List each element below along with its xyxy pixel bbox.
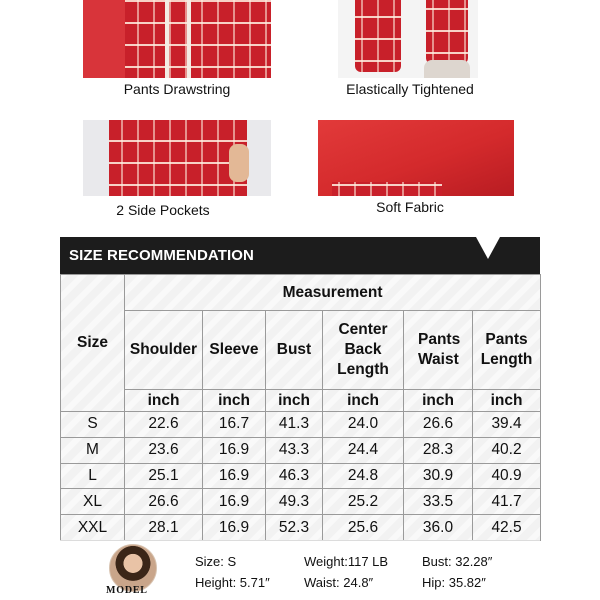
column-header-bust: Bust bbox=[266, 311, 323, 390]
value-cell: 28.3 bbox=[404, 437, 473, 463]
unit-row bbox=[61, 390, 541, 412]
fabric-photo bbox=[318, 120, 514, 196]
unit-cell: inch bbox=[203, 390, 266, 412]
value-cell: 33.5 bbox=[404, 489, 473, 515]
value-cell: 23.6 bbox=[125, 437, 203, 463]
value-cell: 24.0 bbox=[323, 412, 404, 438]
value-cell: 40.2 bbox=[473, 437, 541, 463]
background-right bbox=[247, 120, 271, 196]
value-cell: 25.1 bbox=[125, 463, 203, 489]
sweater-cuff bbox=[83, 0, 125, 78]
feature-caption-drawstring: Pants Drawstring bbox=[123, 81, 231, 97]
value-cell: 36.0 bbox=[404, 515, 473, 541]
size-column-header: Size bbox=[61, 275, 125, 412]
column-header-shoulder: Shoulder bbox=[125, 311, 203, 390]
value-cell: 41.7 bbox=[473, 489, 541, 515]
model-waist: Waist: 24.8″ bbox=[304, 575, 374, 590]
value-cell: 26.6 bbox=[125, 489, 203, 515]
column-header-pants-waist: Pants Waist bbox=[404, 311, 473, 390]
size-table bbox=[60, 274, 541, 541]
value-cell: 28.1 bbox=[125, 515, 203, 541]
model-bust: Bust: 32.28″ bbox=[422, 554, 493, 569]
column-header-center-back-length: Center Back Length bbox=[323, 311, 404, 390]
table-row bbox=[61, 515, 541, 541]
table-row bbox=[61, 412, 541, 438]
slipper bbox=[424, 60, 470, 78]
size-recommendation-title: SIZE RECOMMENDATION bbox=[69, 247, 254, 264]
value-cell: 42.5 bbox=[473, 515, 541, 541]
drawstring-photo bbox=[83, 0, 271, 78]
value-cell: 46.3 bbox=[266, 463, 323, 489]
column-header-sleeve: Sleeve bbox=[203, 311, 266, 390]
unit-cell: inch bbox=[473, 390, 541, 412]
value-cell: 16.7 bbox=[203, 412, 266, 438]
hand-in-pocket bbox=[229, 144, 249, 182]
size-cell: XL bbox=[61, 489, 125, 515]
fabric-hem bbox=[332, 182, 442, 196]
column-header-pants-length: Pants Length bbox=[473, 311, 541, 390]
value-cell: 40.9 bbox=[473, 463, 541, 489]
value-cell: 49.3 bbox=[266, 489, 323, 515]
value-cell: 16.9 bbox=[203, 489, 266, 515]
pants-leg bbox=[426, 0, 468, 64]
measurement-header-row bbox=[61, 275, 541, 311]
feature-caption-elastic: Elastically Tightened bbox=[346, 81, 474, 97]
model-hip: Hip: 35.82″ bbox=[422, 575, 486, 590]
notch-decoration bbox=[476, 237, 500, 259]
feature-caption-pockets: 2 Side Pockets bbox=[116, 202, 210, 218]
table-row bbox=[61, 463, 541, 489]
unit-cell: inch bbox=[266, 390, 323, 412]
model-height: Height: 5.71″ bbox=[195, 575, 270, 590]
value-cell: 16.9 bbox=[203, 437, 266, 463]
model-label: MODEL bbox=[106, 585, 148, 596]
drawstring-cord bbox=[187, 0, 191, 78]
table-row bbox=[61, 489, 541, 515]
value-cell: 26.6 bbox=[404, 412, 473, 438]
table-row bbox=[61, 437, 541, 463]
drawstring-cord bbox=[165, 0, 169, 78]
value-cell: 16.9 bbox=[203, 463, 266, 489]
value-cell: 39.4 bbox=[473, 412, 541, 438]
value-cell: 24.8 bbox=[323, 463, 404, 489]
cuff-photo bbox=[338, 0, 478, 78]
pockets-photo bbox=[83, 120, 271, 196]
measurement-header: Measurement bbox=[125, 275, 541, 311]
unit-cell: inch bbox=[125, 390, 203, 412]
unit-cell: inch bbox=[404, 390, 473, 412]
size-cell: M bbox=[61, 437, 125, 463]
value-cell: 25.2 bbox=[323, 489, 404, 515]
value-cell: 22.6 bbox=[125, 412, 203, 438]
value-cell: 43.3 bbox=[266, 437, 323, 463]
value-cell: 24.4 bbox=[323, 437, 404, 463]
value-cell: 52.3 bbox=[266, 515, 323, 541]
value-cell: 30.9 bbox=[404, 463, 473, 489]
size-cell: L bbox=[61, 463, 125, 489]
model-weight: Weight:117 LB bbox=[304, 554, 389, 569]
feature-caption-fabric: Soft Fabric bbox=[376, 199, 444, 215]
size-cell: S bbox=[61, 412, 125, 438]
value-cell: 25.6 bbox=[323, 515, 404, 541]
pants-leg bbox=[355, 0, 401, 72]
column-label-row bbox=[61, 311, 541, 390]
value-cell: 16.9 bbox=[203, 515, 266, 541]
unit-cell: inch bbox=[323, 390, 404, 412]
model-info bbox=[60, 540, 540, 600]
size-recommendation-header bbox=[60, 237, 540, 274]
background-left bbox=[83, 120, 109, 196]
model-size: Size: S bbox=[195, 554, 237, 569]
value-cell: 41.3 bbox=[266, 412, 323, 438]
size-chart bbox=[60, 274, 540, 540]
size-cell: XXL bbox=[61, 515, 125, 541]
